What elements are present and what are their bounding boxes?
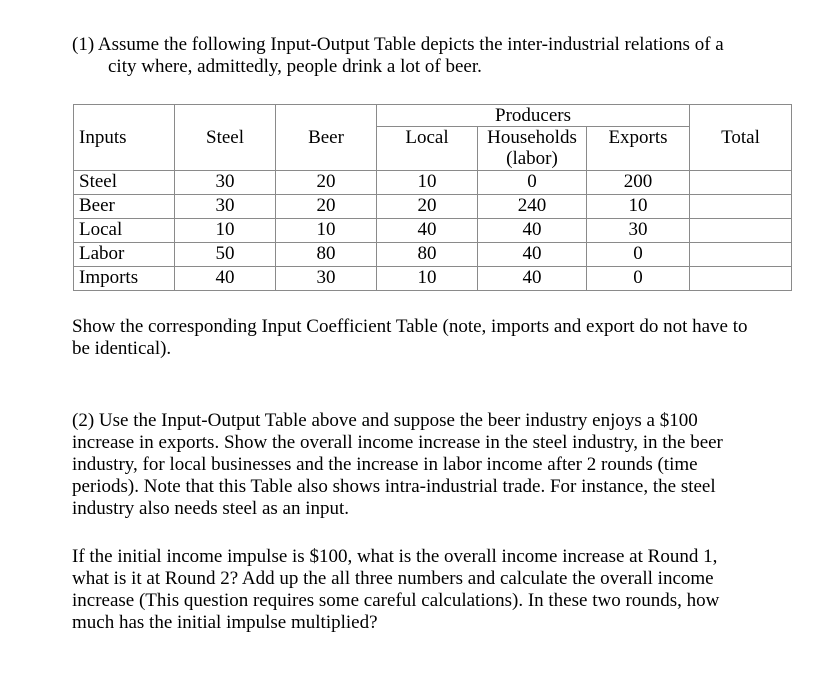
question-3-line: much has the initial impulse multiplied? xyxy=(72,612,378,633)
question-3-line: increase (This question requires some careful calculations). In these two rounds, how xyxy=(72,590,720,611)
table-row xyxy=(74,219,792,243)
table-cell xyxy=(690,219,792,243)
row-label: Beer xyxy=(74,195,175,219)
table-cell xyxy=(690,171,792,195)
table-cell: 40 xyxy=(377,219,478,243)
row-label: Labor xyxy=(74,243,175,267)
table-cell: 10 xyxy=(276,219,377,243)
row-label: Imports xyxy=(74,267,175,291)
table-cell: 0 xyxy=(587,243,690,267)
coefficient-table-instruction xyxy=(72,316,802,360)
table-row xyxy=(74,195,792,219)
table-row xyxy=(74,171,792,195)
instruction-line: be identical). xyxy=(72,338,172,359)
column-header-exports: Exports xyxy=(587,127,690,171)
instruction-line: Show the corresponding Input Coefficient Table (note, imports and export do not have to xyxy=(72,316,748,337)
question-2-line: industry also needs steel as an input. xyxy=(72,498,350,519)
row-label: Steel xyxy=(74,171,175,195)
table-cell: 40 xyxy=(175,267,276,291)
question-1-text xyxy=(72,34,802,78)
table-cell: 40 xyxy=(478,243,587,267)
question-2-line: increase in exports. Show the overall income increase in the steel industry, in the beer xyxy=(72,432,723,453)
table-row xyxy=(74,243,792,267)
table-cell: 40 xyxy=(478,267,587,291)
question-1-line-1: (1) Assume the following Input-Output Table depicts the inter-industrial relations of a xyxy=(72,34,724,55)
column-header-beer: Beer xyxy=(276,127,377,171)
table-cell: 30 xyxy=(276,267,377,291)
table-cell: 80 xyxy=(276,243,377,267)
households-label: Households xyxy=(487,127,577,148)
table-cell: 10 xyxy=(377,267,478,291)
table-cell: 0 xyxy=(587,267,690,291)
question-3-line: what is it at Round 2? Add up the all three numbers and calculate the overall income xyxy=(72,568,714,589)
question-2-line: (2) Use the Input-Output Table above and suppose the beer industry enjoys a $100 xyxy=(72,410,698,431)
input-output-table xyxy=(73,104,792,291)
table-cell xyxy=(690,195,792,219)
column-header-steel: Steel xyxy=(175,127,276,171)
question-3-line: If the initial income impulse is $100, what is the overall income increase at Round 1, xyxy=(72,546,718,567)
table-cell: 20 xyxy=(276,171,377,195)
table-cell xyxy=(690,243,792,267)
producers-group-header: Producers xyxy=(377,105,690,127)
header-blank-cell xyxy=(74,105,175,127)
table-cell: 10 xyxy=(377,171,478,195)
table-cell: 80 xyxy=(377,243,478,267)
table-cell: 10 xyxy=(587,195,690,219)
table-row xyxy=(74,267,792,291)
header-blank-cell xyxy=(276,105,377,127)
table-cell: 50 xyxy=(175,243,276,267)
question-2-text xyxy=(72,410,802,520)
header-blank-cell xyxy=(175,105,276,127)
table-cell: 30 xyxy=(587,219,690,243)
table-cell: 240 xyxy=(478,195,587,219)
table-cell: 200 xyxy=(587,171,690,195)
table-cell: 20 xyxy=(276,195,377,219)
table-cell: 30 xyxy=(175,171,276,195)
question-1-line-2: city where, admittedly, people drink a lot of beer. xyxy=(108,56,482,77)
table-cell: 20 xyxy=(377,195,478,219)
question-2-line: industry, for local businesses and the increase in labor income after 2 rounds (time xyxy=(72,454,698,475)
table-cell: 0 xyxy=(478,171,587,195)
households-sublabel: (labor) xyxy=(506,148,558,169)
table-cell: 30 xyxy=(175,195,276,219)
table-cell: 10 xyxy=(175,219,276,243)
table-cell xyxy=(690,267,792,291)
header-blank-cell xyxy=(690,105,792,127)
question-2-line: periods). Note that this Table also shows intra-industrial trade. For instance, the steel xyxy=(72,476,716,497)
column-header-households xyxy=(478,127,587,171)
question-3-text xyxy=(72,546,802,634)
table-cell: 40 xyxy=(478,219,587,243)
column-header-total: Total xyxy=(690,127,792,171)
column-header-local: Local xyxy=(377,127,478,171)
row-label: Local xyxy=(74,219,175,243)
column-header-inputs: Inputs xyxy=(74,127,175,171)
